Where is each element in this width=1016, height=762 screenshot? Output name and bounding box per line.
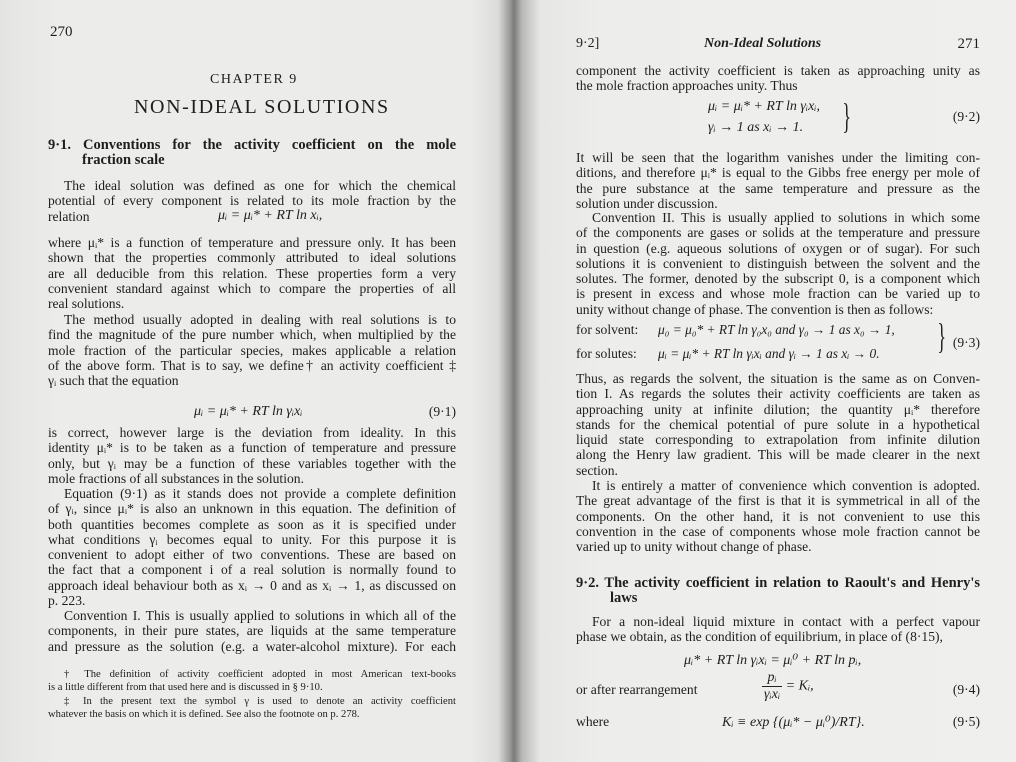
text-line: approaching unity at infinite dilution; the quantity μᵢ* therefore xyxy=(576,401,980,417)
text-line: mole fraction of the particular species, makes applicable a relation xyxy=(48,342,456,358)
text-line: solution under discussion. xyxy=(576,195,718,211)
text-line: only, but γᵢ may be a function of these variables together with the xyxy=(48,455,456,471)
equation-number: (9·1) xyxy=(428,404,456,419)
text-line: find the magnitude of the pure number which, when multiplied by the xyxy=(48,327,456,343)
text-line: both quantities becomes complete as soon as it is specified under xyxy=(48,516,456,532)
paragraph xyxy=(48,425,456,486)
text-line: is present in excess and whose mole fraction can be varied up to xyxy=(576,286,980,302)
heading-line: laws xyxy=(610,590,638,607)
text-line: the mole fraction approaches unity. Thus xyxy=(576,78,798,94)
heading-line: fraction scale xyxy=(82,152,165,169)
brace: } xyxy=(937,316,946,356)
numerator: pᵢ xyxy=(762,670,782,687)
text-line: real solutions. xyxy=(48,296,125,312)
equation-number: (9·5) xyxy=(952,714,980,729)
text-line: is a little different from that used here and is discussed in § 9·10. xyxy=(48,682,323,694)
text-line: convention in the case of components whose mole fraction cannot be xyxy=(576,523,980,539)
text-line: stands for the chemical potential of pure solute in a hypothetical xyxy=(576,416,980,432)
paragraph xyxy=(576,371,980,478)
paragraph xyxy=(576,478,980,554)
paragraph xyxy=(576,63,980,94)
text-line: mole fractions of all substances in the solution. xyxy=(48,470,304,486)
text-line: Convention I. This is usually applied to solutions in which all of the xyxy=(64,608,456,623)
paragraph xyxy=(48,235,456,311)
heading-line: 9·2. The activity coefficient in relation to Raoult's and Henry's xyxy=(576,575,980,591)
equation-9-2-line1: μᵢ = μᵢ* + RT ln γᵢxᵢ, xyxy=(708,99,821,114)
equation-9-3-solutes: μᵢ = μᵢ* + RT ln γᵢxᵢ and γᵢ → 1 as xᵢ → 0. xyxy=(658,346,880,361)
page-number: 270 xyxy=(50,24,73,40)
where-label: where xyxy=(576,714,610,729)
page-number: 271 xyxy=(957,36,980,52)
text-line: It will be seen that the logarithm vanishes under the limiting con- xyxy=(576,150,980,165)
equation-number: (9·2) xyxy=(952,109,980,124)
text-line: where μᵢ* is a function of temperature and pressure only. It has been xyxy=(48,235,456,250)
equation-ideal: μᵢ = μᵢ* + RT ln xᵢ, xyxy=(218,208,323,223)
equation-number: (9·4) xyxy=(952,682,980,697)
left-page xyxy=(48,0,456,762)
text-line: of the components are gases or solids at the temperature and pressure xyxy=(576,225,980,241)
chapter-title: NON-IDEAL SOLUTIONS xyxy=(134,96,390,118)
running-head-title: Non-Ideal Solutions xyxy=(704,36,822,51)
text-line: varied up to unity without change of phase. xyxy=(576,539,812,555)
text-line: tion I. As regards the solutes their activity coefficients are taken as xyxy=(576,386,980,402)
text-line: and pressure as the solution (e.g. a water-alcohol mixture). For each xyxy=(48,638,456,654)
text-line: ditions, and therefore μᵢ* is equal to the Gibbs free energy per mole of xyxy=(576,165,980,181)
text-line: Equation (9·1) as it stands does not provide a complete definition xyxy=(64,486,456,501)
text-line: of γᵢ, since μᵢ* is also an unknown in this equation. The definition of xyxy=(48,501,456,517)
paragraph xyxy=(48,486,456,608)
solutes-label: for solutes: xyxy=(576,346,637,361)
text-line: ‡ In the present text the symbol γ is used to denote an activity coefficient xyxy=(64,695,456,707)
text-line: identity μᵢ* is to be taken as a function of temperature and pressure xyxy=(48,440,456,456)
equation-9-4 xyxy=(762,670,814,703)
text-line: whatever the basis on which it is defined. See also the footnote on p. 278. xyxy=(48,709,360,721)
paragraph xyxy=(576,614,980,645)
text-line: solutions it is convenient to distinguish between the solvent and the xyxy=(576,255,980,271)
text-line: what conditions γᵢ becomes equal to unity. For this purpose it is xyxy=(48,531,456,547)
equation-9-5: Kᵢ ≡ exp {(μᵢ* − μᵢ⁰)/RT}. xyxy=(722,715,865,730)
text-line: Convention II. This is usually applied to solutions in which some xyxy=(592,210,980,225)
text-line: convenient to adopt either of two conventions. These are based on xyxy=(48,547,456,563)
equation-9-4-rhs: = Kᵢ, xyxy=(785,678,814,694)
equation-9-3-solvent: μ₀ = μ₀* + RT ln γ₀x₀ and γ₀ → 1 as x₀ → 1, xyxy=(658,322,895,337)
text-line: shown that the properties commonly attributed to ideal solutions xyxy=(48,250,456,266)
text-line: along the Henry law gradient. This will be made clearer in the next xyxy=(576,447,980,463)
text-line: potential of every component is related to its mole fraction by the xyxy=(48,193,456,209)
text-line: unity without change of phase. The convention is then as follows: xyxy=(576,301,934,317)
text-line: relation xyxy=(48,208,90,224)
section-heading xyxy=(576,575,980,606)
text-line: The method usually adopted in dealing with real solutions is to xyxy=(64,312,456,327)
text-line: section. xyxy=(576,462,618,478)
paragraph xyxy=(48,608,456,654)
text-line: convenient standard against which to compare the properties of all xyxy=(48,280,456,296)
equation-9-1: μᵢ = μᵢ* + RT ln γᵢxᵢ xyxy=(194,404,303,419)
running-head-section: 9·2] xyxy=(576,36,600,51)
text-line: liquid state corresponding to extrapolation from infinite dilution xyxy=(576,432,980,448)
text-line: is correct, however large is the deviation from ideality. In this xyxy=(48,425,456,440)
text-line: Thus, as regards the solvent, the situation is the same as on Conven- xyxy=(576,371,980,386)
equation-equilibrium: μᵢ* + RT ln γᵢxᵢ = μᵢ⁰ + RT ln pᵢ, xyxy=(684,653,862,668)
paragraph xyxy=(576,210,980,317)
rearrangement-label: or after rearrangement xyxy=(576,682,698,697)
text-line: The ideal solution was defined as one for which the chemical xyxy=(64,178,456,193)
text-line: The great advantage of the first is that it is symmetrical in all of the xyxy=(576,493,980,509)
paragraph xyxy=(48,312,456,388)
text-line: phase we obtain, as the condition of equilibrium, in place of (8·15), xyxy=(576,629,943,645)
paragraph xyxy=(576,150,980,211)
text-line: solutes. The former, denoted by the subscript 0, is a component which xyxy=(576,271,980,287)
heading-line: 9·1. Conventions for the activity coefficient on the mole xyxy=(48,137,456,153)
right-page xyxy=(576,0,980,762)
text-line: components. On the other hand, it is not convenient to use this xyxy=(576,508,980,524)
text-line: p. 223. xyxy=(48,593,86,609)
equation-number: (9·3) xyxy=(952,335,980,350)
text-line: are all deducible from this relation. These properties form a very xyxy=(48,265,456,281)
text-line: It is entirely a matter of convenience which convention is adopted. xyxy=(592,478,980,493)
equation-9-2-line2: γᵢ → 1 as xᵢ → 1. xyxy=(708,120,804,135)
text-line: † The definition of activity coefficient adopted in most American text-books xyxy=(64,669,456,680)
text-line: For a non-ideal liquid mixture in contact with a perfect vapour xyxy=(592,614,980,629)
denominator: γᵢxᵢ xyxy=(764,687,781,702)
text-line: of the above form. That is to say, we define† an activity coefficient ‡ xyxy=(48,357,456,373)
text-line: in question (e.g. aqueous solutions of oxygen or of sugar). For such xyxy=(576,240,980,256)
text-line: the fact that a component i of a real solution is normally found to xyxy=(48,562,456,578)
brace: } xyxy=(842,96,851,136)
text-line: approach ideal behaviour both as xᵢ → 0 and as xᵢ → 1, as discussed on xyxy=(48,577,456,593)
text-line: components, in their pure states, are liquids at the same temperature xyxy=(48,623,456,639)
solvent-label: for solvent: xyxy=(576,322,639,337)
text-line: γᵢ such that the equation xyxy=(48,373,179,389)
chapter-label: CHAPTER 9 xyxy=(210,72,298,87)
text-line: the pure substance at the same temperature and pressure as the xyxy=(576,180,980,196)
paragraph xyxy=(48,668,456,722)
section-heading xyxy=(48,137,456,168)
text-line: component the activity coefficient is taken as approaching unity as xyxy=(576,63,980,78)
